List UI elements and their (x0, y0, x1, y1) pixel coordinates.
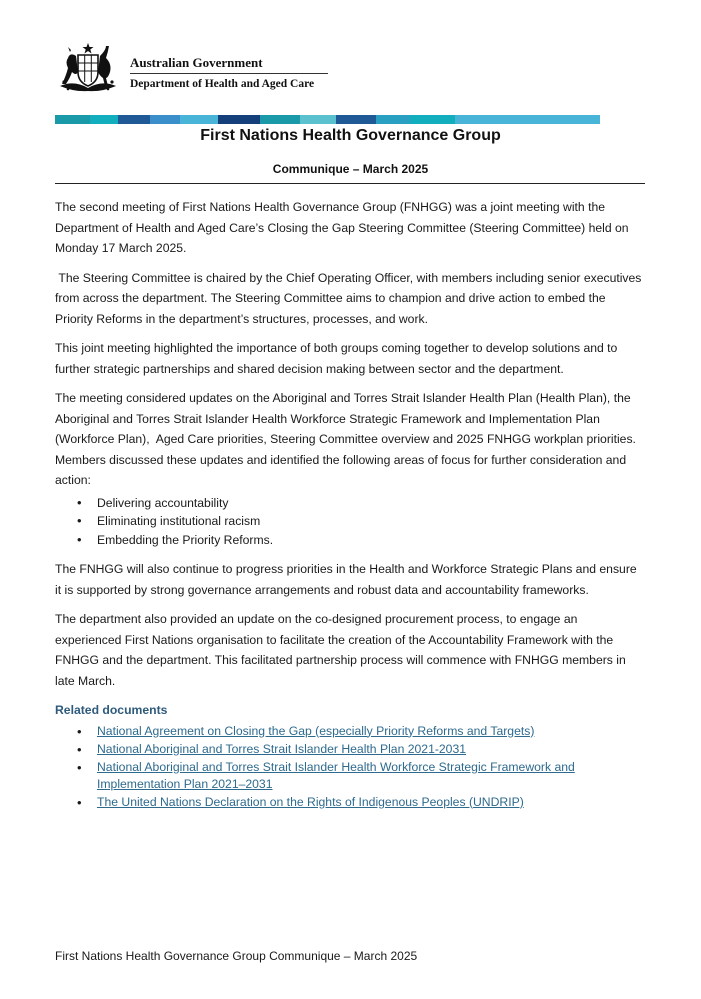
government-identity (130, 55, 330, 91)
department-name: Department of Health and Aged Care (130, 78, 315, 90)
list-item (97, 794, 645, 811)
band-segment (55, 115, 90, 124)
list-item: • Embedding the Priority Reforms. (97, 531, 645, 550)
focus-areas-list (55, 494, 645, 550)
link-workforce-framework[interactable]: National Aboriginal and Torres Strait Islander Health Workforce Strategic Framework and Implementation Plan 2021–2031 (97, 759, 575, 791)
band-segment (300, 115, 336, 124)
page-footer: First Nations Health Governance Group Communique – March 2025 (55, 949, 418, 963)
document-subtitle: Communique – March 2025 (272, 162, 429, 176)
band-segment (260, 115, 300, 124)
list-item (97, 723, 645, 740)
band-segment (376, 115, 410, 124)
identity-divider (130, 73, 328, 74)
document-body (55, 197, 645, 812)
band-segment (336, 115, 376, 124)
band-segment (410, 115, 455, 124)
link-undrip[interactable]: The United Nations Declaration on the Rights of Indigenous Peoples (UNDRIP) (97, 794, 524, 809)
colour-band (55, 115, 600, 124)
paragraph-priorities: The FNHGG will also continue to progress priorities in the Health and Workforce Strategic Plans and ensure it is supported by strong governance arrangements and robust data and accountability frameworks. (55, 562, 637, 597)
list-item (97, 759, 645, 793)
band-segment (218, 115, 260, 124)
band-segment (180, 115, 218, 124)
related-documents-heading: Related documents (55, 703, 168, 717)
list-item: • Delivering accountability (97, 494, 645, 513)
title-divider (55, 183, 645, 184)
band-segment (150, 115, 180, 124)
link-closing-the-gap-agreement[interactable]: National Agreement on Closing the Gap (especially Priority Reforms and Targets) (97, 723, 535, 738)
paragraph-updates: The meeting considered updates on the Aboriginal and Torres Strait Islander Health Plan (Health Plan), the Aboriginal and Torres Strait Islander Health Workforce Strategic Framework and Implementation Plan (Workforce Plan), Aged Care priorities, Steering Committee overview and 2025 FNHGG workplan priorities. Members discussed these updates and identified the following areas of focus for further consideration and action: (55, 391, 640, 487)
band-segment (90, 115, 118, 124)
link-health-plan[interactable]: National Aboriginal and Torres Strait Islander Health Plan 2021-2031 (97, 741, 467, 756)
paragraph-meeting-intro: The second meeting of First Nations Health Governance Group (FNHGG) was a joint meeting with the Department of Health and Aged Care’s Closing the Gap Steering Committee (Steering Committee) held on Monday 17 March 2025. (55, 200, 629, 255)
list-item: • Eliminating institutional racism (97, 512, 645, 531)
government-name: Australian Government (130, 55, 263, 70)
paragraph-steering-committee: The Steering Committee is chaired by the Chief Operating Officer, with members including senior executives from across the department. The Steering Committee aims to champion and drive action to embed the Priority Reforms in the department’s structures, processes, and work. (55, 270, 645, 326)
band-segment (118, 115, 150, 124)
document-title: First Nations Health Governance Group (200, 127, 501, 144)
list-item (97, 741, 645, 758)
band-segment (455, 115, 600, 124)
paragraph-joint-meeting: This joint meeting highlighted the importance of both groups coming together to develop solutions and to further strategic partnerships and shared decision making between sector and the department. (55, 341, 618, 376)
related-documents-list (55, 723, 645, 811)
coat-of-arms-icon (56, 42, 120, 94)
paragraph-procurement: The department also provided an update on the co-designed procurement process, to engage an experienced First Nations organisation to facilitate the creation of the Accountability Framework with the FNHGG and the department. This facilitated partnership process will commence with FNHGG members in late March. (55, 612, 626, 688)
